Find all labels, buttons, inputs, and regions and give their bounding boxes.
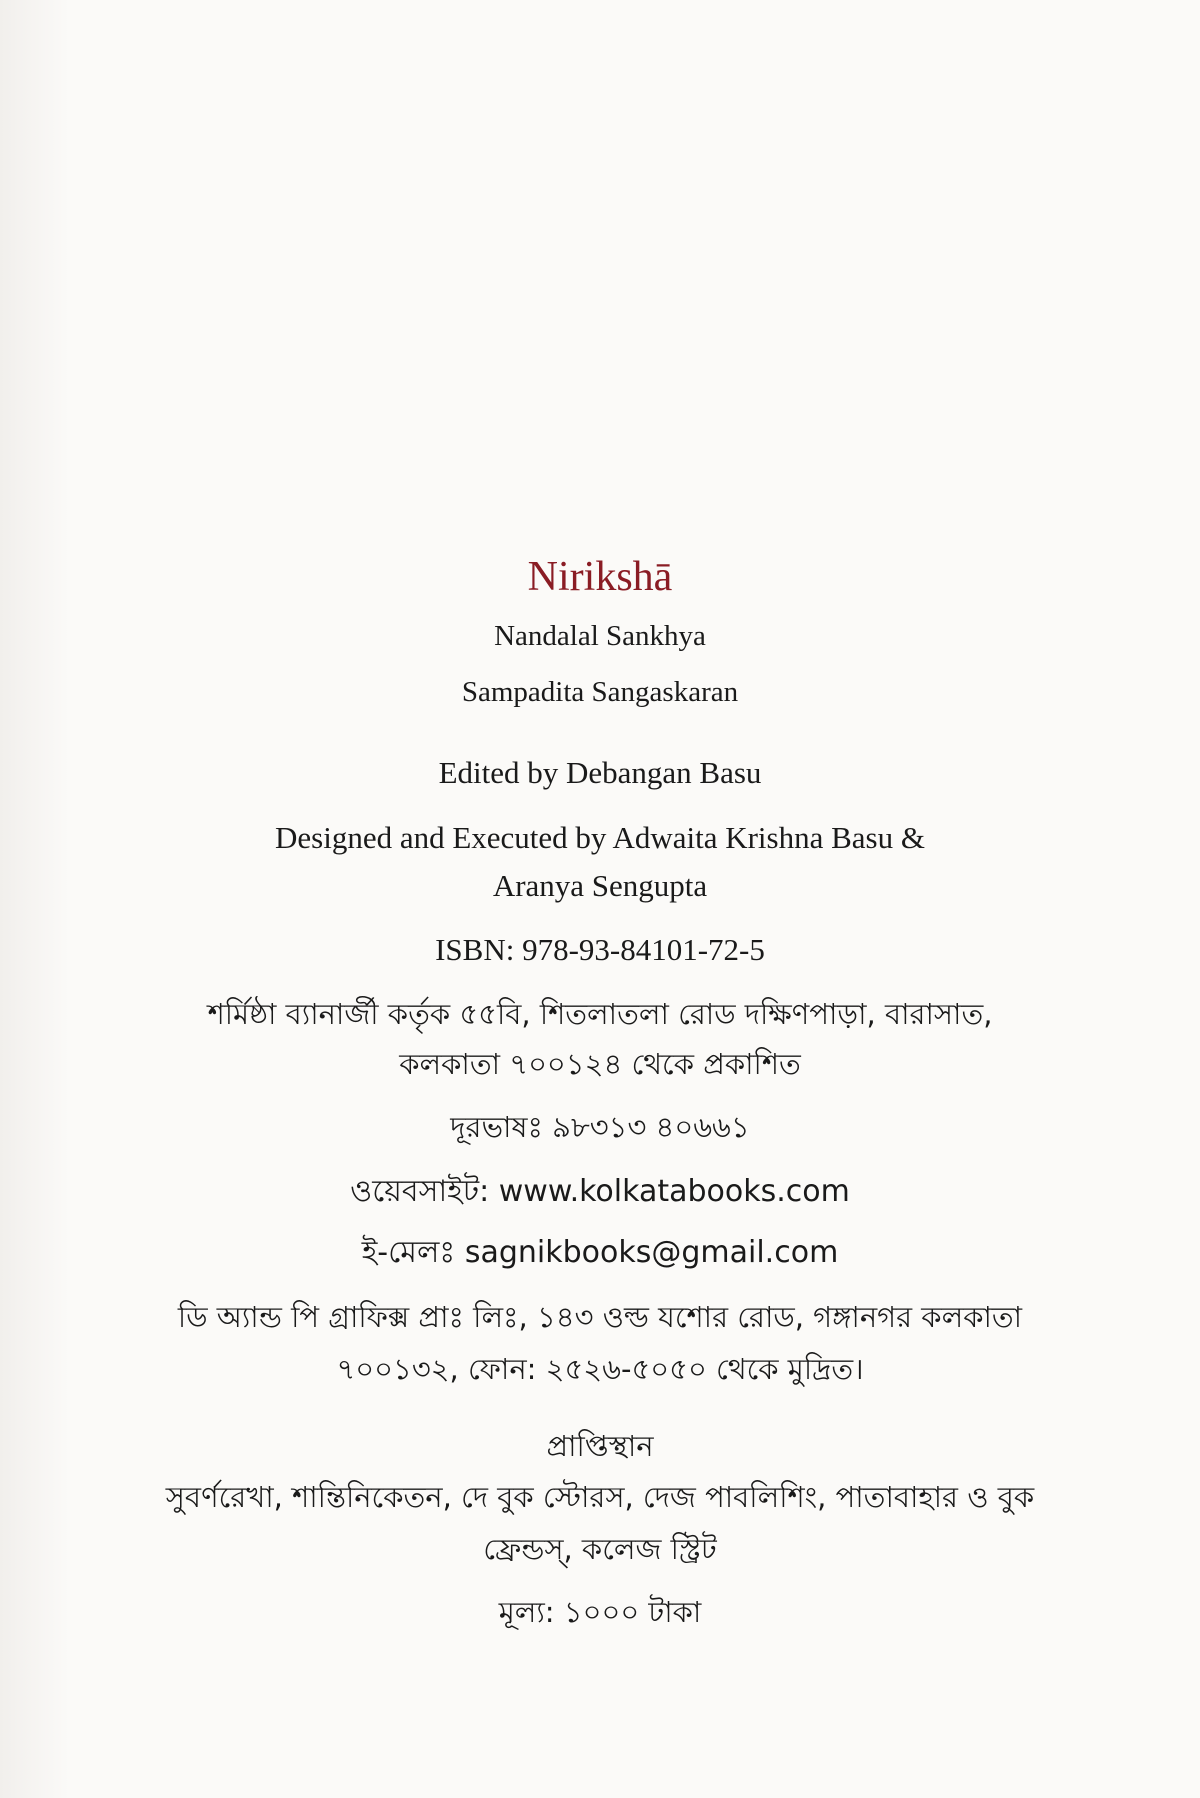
availability-heading: প্রাপ্তিস্থান bbox=[546, 1429, 654, 1463]
website-line: ওয়েবসাইট: www.kolkatabooks.com bbox=[350, 1174, 850, 1209]
book-title: Nirikshā bbox=[527, 554, 673, 600]
availability-line-2: ফ্রেন্ডস্, কলেজ স্ট্রিট bbox=[483, 1532, 717, 1566]
edition-line: Sampadita Sangaskaran bbox=[461, 676, 739, 708]
phone-line: দূরভাষঃ ৯৮৩১৩ ৪০৬৬১ bbox=[450, 1110, 750, 1144]
author-line: Nandalal Sankhya bbox=[494, 620, 706, 652]
publisher-line-1: শর্মিষ্ঠা ব্যানার্জী কর্তৃক ৫৫বি, শিতলাতলা রোড দক্ষিণপাড়া, বারাসাত, bbox=[207, 997, 993, 1031]
availability-line-1: সুবর্ণরেখা, শান্তিনিকেতন, দে বুক স্টোরস, দেজ পাবলিশিং, পাতাবাহার ও বুক bbox=[165, 1480, 1035, 1514]
editor-line: Edited by Debangan Basu bbox=[438, 755, 762, 790]
isbn-line: ISBN: 978-93-84101-72-5 bbox=[435, 932, 765, 967]
designers-line-1: Designed and Executed by Adwaita Krishna Basu & bbox=[275, 820, 925, 855]
price-line: মূল্য: ১০০০ টাকা bbox=[498, 1595, 702, 1629]
printer-line-1: ডি অ্যান্ড পি গ্রাফিক্স প্রাঃ লিঃ, ১৪৩ ওল্ড যশোর রোড, গঙ্গানগর কলকাতা bbox=[177, 1300, 1023, 1334]
email-line: ই-মেলঃ sagnikbooks@gmail.com bbox=[361, 1235, 839, 1270]
publisher-line-2: কলকাতা ৭০০১২৪ থেকে প্রকাশিত bbox=[399, 1047, 801, 1081]
designers-line-2: Aranya Sengupta bbox=[492, 868, 708, 903]
printer-line-2: ৭০০১৩২, ফোন: ২৫২৬-৫০৫০ থেকে মুদ্রিত। bbox=[336, 1352, 864, 1386]
